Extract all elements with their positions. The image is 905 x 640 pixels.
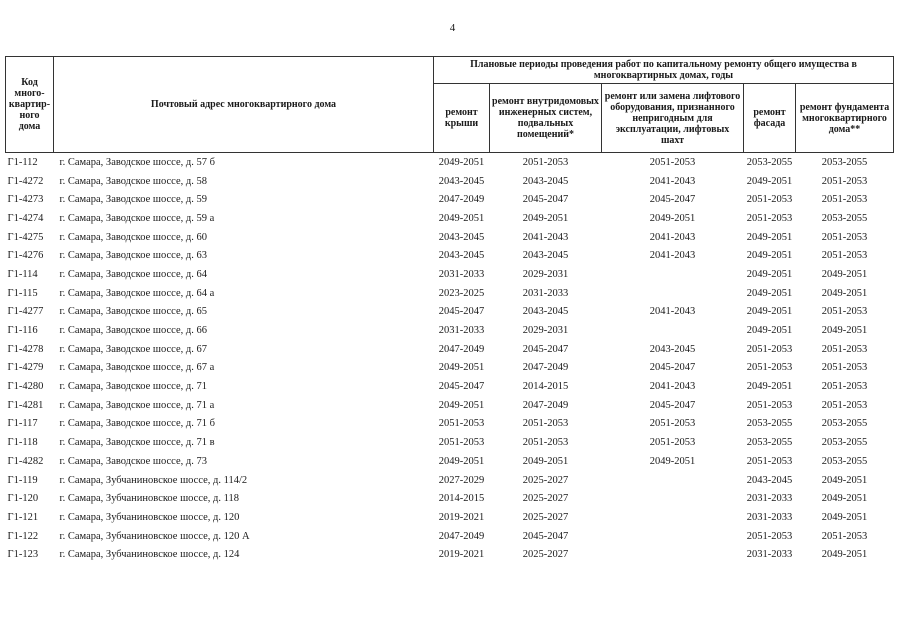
cell-address: г. Самара, Заводское шоссе, д. 57 б bbox=[59, 156, 215, 168]
cell-code: Г1-4280 bbox=[7, 381, 44, 393]
cell-engineering: 2014-2015 bbox=[522, 381, 569, 393]
cell-engineering: 2043-2045 bbox=[522, 175, 569, 187]
table-row bbox=[6, 265, 894, 284]
cell-foundation: 2049-2051 bbox=[821, 325, 868, 337]
cell-code: Г1-121 bbox=[7, 511, 39, 523]
cell-elevator bbox=[602, 265, 744, 284]
cell-facade: 2049-2051 bbox=[746, 381, 793, 393]
cell-elevator: 2041-2043 bbox=[649, 231, 696, 243]
cell-code: Г1-4275 bbox=[7, 231, 44, 243]
cell-engineering: 2051-2053 bbox=[522, 437, 569, 449]
cell-engineering: 2045-2047 bbox=[522, 194, 569, 206]
table-row bbox=[6, 303, 894, 322]
cell-facade: 2031-2033 bbox=[746, 549, 793, 561]
cell-facade: 2049-2051 bbox=[746, 306, 793, 318]
cell-elevator: 2049-2051 bbox=[649, 212, 696, 224]
cell-address: г. Самара, Заводское шоссе, д. 71 а bbox=[59, 399, 215, 411]
table-row bbox=[6, 284, 894, 303]
table-row bbox=[6, 321, 894, 340]
table-row bbox=[6, 340, 894, 359]
cell-foundation: 2049-2051 bbox=[821, 474, 868, 486]
cell-address: г. Самара, Заводское шоссе, д. 66 bbox=[59, 325, 207, 337]
table-body bbox=[6, 153, 894, 565]
cell-engineering: 2045-2047 bbox=[522, 530, 569, 542]
cell-code: Г1-4277 bbox=[7, 306, 44, 318]
cell-address: г. Самара, Заводское шоссе, д. 64 bbox=[59, 268, 207, 280]
cell-roof: 2051-2053 bbox=[438, 418, 485, 430]
cell-address: г. Самара, Заводское шоссе, д. 71 bbox=[59, 381, 207, 393]
cell-foundation: 2049-2051 bbox=[821, 268, 868, 280]
cell-foundation: 2053-2055 bbox=[821, 437, 868, 449]
cell-foundation: 2051-2053 bbox=[821, 250, 868, 262]
table-row bbox=[6, 209, 894, 228]
cell-roof: 2031-2033 bbox=[438, 325, 485, 337]
cell-engineering: 2049-2051 bbox=[522, 455, 569, 467]
cell-facade: 2053-2055 bbox=[746, 437, 793, 449]
cell-code: Г1-4281 bbox=[7, 399, 44, 411]
table-row bbox=[6, 153, 894, 172]
cell-address: г. Самара, Заводское шоссе, д. 71 в bbox=[59, 437, 215, 449]
cell-roof: 2047-2049 bbox=[438, 194, 485, 206]
cell-foundation: 2051-2053 bbox=[821, 381, 868, 393]
header-facade: ремонт фасада bbox=[744, 84, 796, 153]
capital-repair-schedule-table bbox=[5, 56, 894, 564]
header-elevator: ремонт или замена лифтового оборудования, признанного непригодным для эксплуатации, лифтовых шахт bbox=[602, 84, 744, 153]
cell-address: г. Самара, Зубчаниновское шоссе, д. 118 bbox=[59, 493, 239, 505]
cell-foundation: 2053-2055 bbox=[821, 455, 868, 467]
cell-engineering: 2029-2031 bbox=[522, 325, 569, 337]
table-row bbox=[6, 527, 894, 546]
cell-address: г. Самара, Зубчаниновское шоссе, д. 124 bbox=[59, 549, 240, 561]
cell-facade: 2049-2051 bbox=[746, 250, 793, 262]
cell-address: г. Самара, Заводское шоссе, д. 65 bbox=[59, 306, 207, 318]
cell-engineering: 2025-2027 bbox=[522, 549, 569, 561]
table-row bbox=[6, 172, 894, 191]
cell-foundation: 2053-2055 bbox=[821, 418, 868, 430]
table-row bbox=[6, 246, 894, 265]
cell-roof: 2043-2045 bbox=[438, 175, 485, 187]
cell-code: Г1-112 bbox=[7, 156, 38, 168]
cell-address: г. Самара, Заводское шоссе, д. 60 bbox=[59, 231, 207, 243]
cell-roof: 2045-2047 bbox=[438, 381, 485, 393]
cell-elevator: 2051-2053 bbox=[649, 437, 696, 449]
cell-engineering: 2025-2027 bbox=[522, 493, 569, 505]
cell-address: г. Самара, Заводское шоссе, д. 64 а bbox=[59, 287, 215, 299]
cell-code: Г1-4274 bbox=[7, 212, 44, 224]
cell-engineering: 2049-2051 bbox=[522, 212, 569, 224]
cell-elevator: 2041-2043 bbox=[649, 306, 696, 318]
cell-foundation: 2051-2053 bbox=[821, 306, 868, 318]
cell-address: г. Самара, Заводское шоссе, д. 63 bbox=[59, 250, 207, 262]
cell-facade: 2049-2051 bbox=[746, 231, 793, 243]
cell-foundation: 2053-2055 bbox=[821, 212, 868, 224]
cell-code: Г1-4278 bbox=[7, 343, 44, 355]
cell-facade: 2051-2053 bbox=[746, 343, 793, 355]
cell-roof: 2049-2051 bbox=[438, 212, 485, 224]
cell-code: Г1-118 bbox=[7, 437, 38, 449]
table-row bbox=[6, 471, 894, 490]
cell-engineering: 2043-2045 bbox=[522, 250, 569, 262]
cell-elevator bbox=[602, 471, 744, 490]
cell-engineering: 2051-2053 bbox=[522, 156, 569, 168]
cell-facade: 2049-2051 bbox=[746, 287, 793, 299]
cell-engineering: 2047-2049 bbox=[522, 362, 569, 374]
cell-address: г. Самара, Заводское шоссе, д. 67 а bbox=[59, 362, 215, 374]
header-roof: ремонт крыши bbox=[434, 84, 490, 153]
cell-roof: 2043-2045 bbox=[438, 250, 485, 262]
table-row bbox=[6, 433, 894, 452]
cell-roof: 2019-2021 bbox=[438, 511, 485, 523]
cell-engineering: 2029-2031 bbox=[522, 268, 569, 280]
header-engineering: ремонт внутридомовых инженерных систем, подвальных помещений* bbox=[490, 84, 602, 153]
table-row bbox=[6, 377, 894, 396]
cell-engineering: 2041-2043 bbox=[522, 231, 569, 243]
cell-engineering: 2051-2053 bbox=[522, 418, 569, 430]
table-row bbox=[6, 359, 894, 378]
cell-roof: 2049-2051 bbox=[438, 362, 485, 374]
cell-code: Г1-114 bbox=[7, 268, 38, 280]
cell-roof: 2014-2015 bbox=[438, 493, 485, 505]
table-row bbox=[6, 228, 894, 247]
cell-engineering: 2025-2027 bbox=[522, 474, 569, 486]
cell-roof: 2043-2045 bbox=[438, 231, 485, 243]
cell-facade: 2051-2053 bbox=[746, 530, 793, 542]
cell-elevator: 2045-2047 bbox=[649, 194, 696, 206]
cell-elevator bbox=[602, 489, 744, 508]
cell-address: г. Самара, Заводское шоссе, д. 73 bbox=[59, 455, 207, 467]
cell-roof: 2049-2051 bbox=[438, 399, 485, 411]
cell-address: г. Самара, Зубчаниновское шоссе, д. 114/2 bbox=[59, 474, 248, 486]
cell-elevator: 2045-2047 bbox=[649, 399, 696, 411]
cell-address: г. Самара, Зубчаниновское шоссе, д. 120 А bbox=[59, 530, 250, 542]
cell-code: Г1-4282 bbox=[7, 455, 44, 467]
cell-roof: 2045-2047 bbox=[438, 306, 485, 318]
cell-code: Г1-4273 bbox=[7, 194, 44, 206]
cell-code: Г1-119 bbox=[7, 474, 38, 486]
cell-foundation: 2051-2053 bbox=[821, 231, 868, 243]
cell-engineering: 2047-2049 bbox=[522, 399, 569, 411]
cell-foundation: 2051-2053 bbox=[821, 530, 868, 542]
cell-facade: 2031-2033 bbox=[746, 511, 793, 523]
cell-facade: 2049-2051 bbox=[746, 268, 793, 280]
cell-code: Г1-117 bbox=[7, 418, 38, 430]
cell-facade: 2051-2053 bbox=[746, 194, 793, 206]
cell-foundation: 2051-2053 bbox=[821, 343, 868, 355]
page-number: 4 bbox=[449, 22, 456, 34]
cell-facade: 2051-2053 bbox=[746, 399, 793, 411]
cell-engineering: 2045-2047 bbox=[522, 343, 569, 355]
cell-foundation: 2051-2053 bbox=[821, 362, 868, 374]
cell-foundation: 2049-2051 bbox=[821, 549, 868, 561]
cell-facade: 2051-2053 bbox=[746, 212, 793, 224]
table-row bbox=[6, 508, 894, 527]
cell-facade: 2051-2053 bbox=[746, 455, 793, 467]
cell-engineering: 2043-2045 bbox=[522, 306, 569, 318]
cell-code: Г1-4279 bbox=[7, 362, 44, 374]
cell-elevator bbox=[602, 527, 744, 546]
cell-foundation: 2051-2053 bbox=[821, 194, 868, 206]
cell-elevator: 2051-2053 bbox=[649, 418, 696, 430]
table-row bbox=[6, 415, 894, 434]
cell-elevator: 2051-2053 bbox=[649, 156, 696, 168]
cell-facade: 2049-2051 bbox=[746, 325, 793, 337]
table-header bbox=[6, 57, 894, 153]
table-row bbox=[6, 452, 894, 471]
table-row bbox=[6, 489, 894, 508]
cell-address: г. Самара, Заводское шоссе, д. 59 а bbox=[59, 212, 215, 224]
cell-code: Г1-116 bbox=[7, 325, 38, 337]
cell-code: Г1-120 bbox=[7, 493, 39, 505]
table-row bbox=[6, 545, 894, 564]
cell-roof: 2019-2021 bbox=[438, 549, 485, 561]
cell-facade: 2053-2055 bbox=[746, 418, 793, 430]
header-foundation: ремонт фундамента многоквартирного дома** bbox=[796, 84, 894, 153]
cell-code: Г1-123 bbox=[7, 549, 39, 561]
cell-code: Г1-4272 bbox=[7, 175, 44, 187]
cell-engineering: 2031-2033 bbox=[522, 287, 569, 299]
cell-roof: 2049-2051 bbox=[438, 156, 485, 168]
cell-roof: 2031-2033 bbox=[438, 268, 485, 280]
cell-elevator: 2041-2043 bbox=[649, 250, 696, 262]
cell-foundation: 2049-2051 bbox=[821, 287, 868, 299]
cell-facade: 2051-2053 bbox=[746, 362, 793, 374]
cell-elevator: 2041-2043 bbox=[649, 381, 696, 393]
cell-roof: 2027-2029 bbox=[438, 474, 485, 486]
cell-address: г. Самара, Заводское шоссе, д. 67 bbox=[59, 343, 207, 355]
cell-address: г. Самара, Заводское шоссе, д. 58 bbox=[59, 175, 207, 187]
cell-foundation: 2049-2051 bbox=[821, 493, 868, 505]
cell-foundation: 2049-2051 bbox=[821, 511, 868, 523]
cell-address: г. Самара, Заводское шоссе, д. 59 bbox=[59, 194, 207, 206]
cell-roof: 2023-2025 bbox=[438, 287, 485, 299]
cell-foundation: 2051-2053 bbox=[821, 399, 868, 411]
cell-code: Г1-4276 bbox=[7, 250, 44, 262]
cell-engineering: 2025-2027 bbox=[522, 511, 569, 523]
cell-elevator: 2045-2047 bbox=[649, 362, 696, 374]
cell-roof: 2051-2053 bbox=[438, 437, 485, 449]
cell-elevator: 2049-2051 bbox=[649, 455, 696, 467]
cell-elevator: 2041-2043 bbox=[649, 175, 696, 187]
table-row bbox=[6, 396, 894, 415]
cell-elevator bbox=[602, 284, 744, 303]
cell-facade: 2053-2055 bbox=[746, 156, 793, 168]
cell-elevator bbox=[602, 321, 744, 340]
cell-address: г. Самара, Зубчаниновское шоссе, д. 120 bbox=[59, 511, 240, 523]
table-row bbox=[6, 190, 894, 209]
cell-facade: 2031-2033 bbox=[746, 493, 793, 505]
cell-elevator: 2043-2045 bbox=[649, 343, 696, 355]
cell-facade: 2049-2051 bbox=[746, 175, 793, 187]
cell-facade: 2043-2045 bbox=[746, 474, 793, 486]
cell-code: Г1-122 bbox=[7, 530, 39, 542]
header-periods-group: Плановые периоды проведения работ по капитальному ремонту общего имущества в многоквартирных домах, годы bbox=[434, 57, 894, 84]
cell-roof: 2047-2049 bbox=[438, 343, 485, 355]
cell-elevator bbox=[602, 545, 744, 564]
cell-roof: 2047-2049 bbox=[438, 530, 485, 542]
cell-address: г. Самара, Заводское шоссе, д. 71 б bbox=[59, 418, 215, 430]
cell-foundation: 2053-2055 bbox=[821, 156, 868, 168]
header-address: Почтовый адрес многоквартирного дома bbox=[54, 57, 434, 153]
cell-roof: 2049-2051 bbox=[438, 455, 485, 467]
cell-foundation: 2051-2053 bbox=[821, 175, 868, 187]
cell-code: Г1-115 bbox=[7, 287, 38, 299]
cell-elevator bbox=[602, 508, 744, 527]
header-code: Код много-квартир-ного дома bbox=[6, 57, 54, 153]
